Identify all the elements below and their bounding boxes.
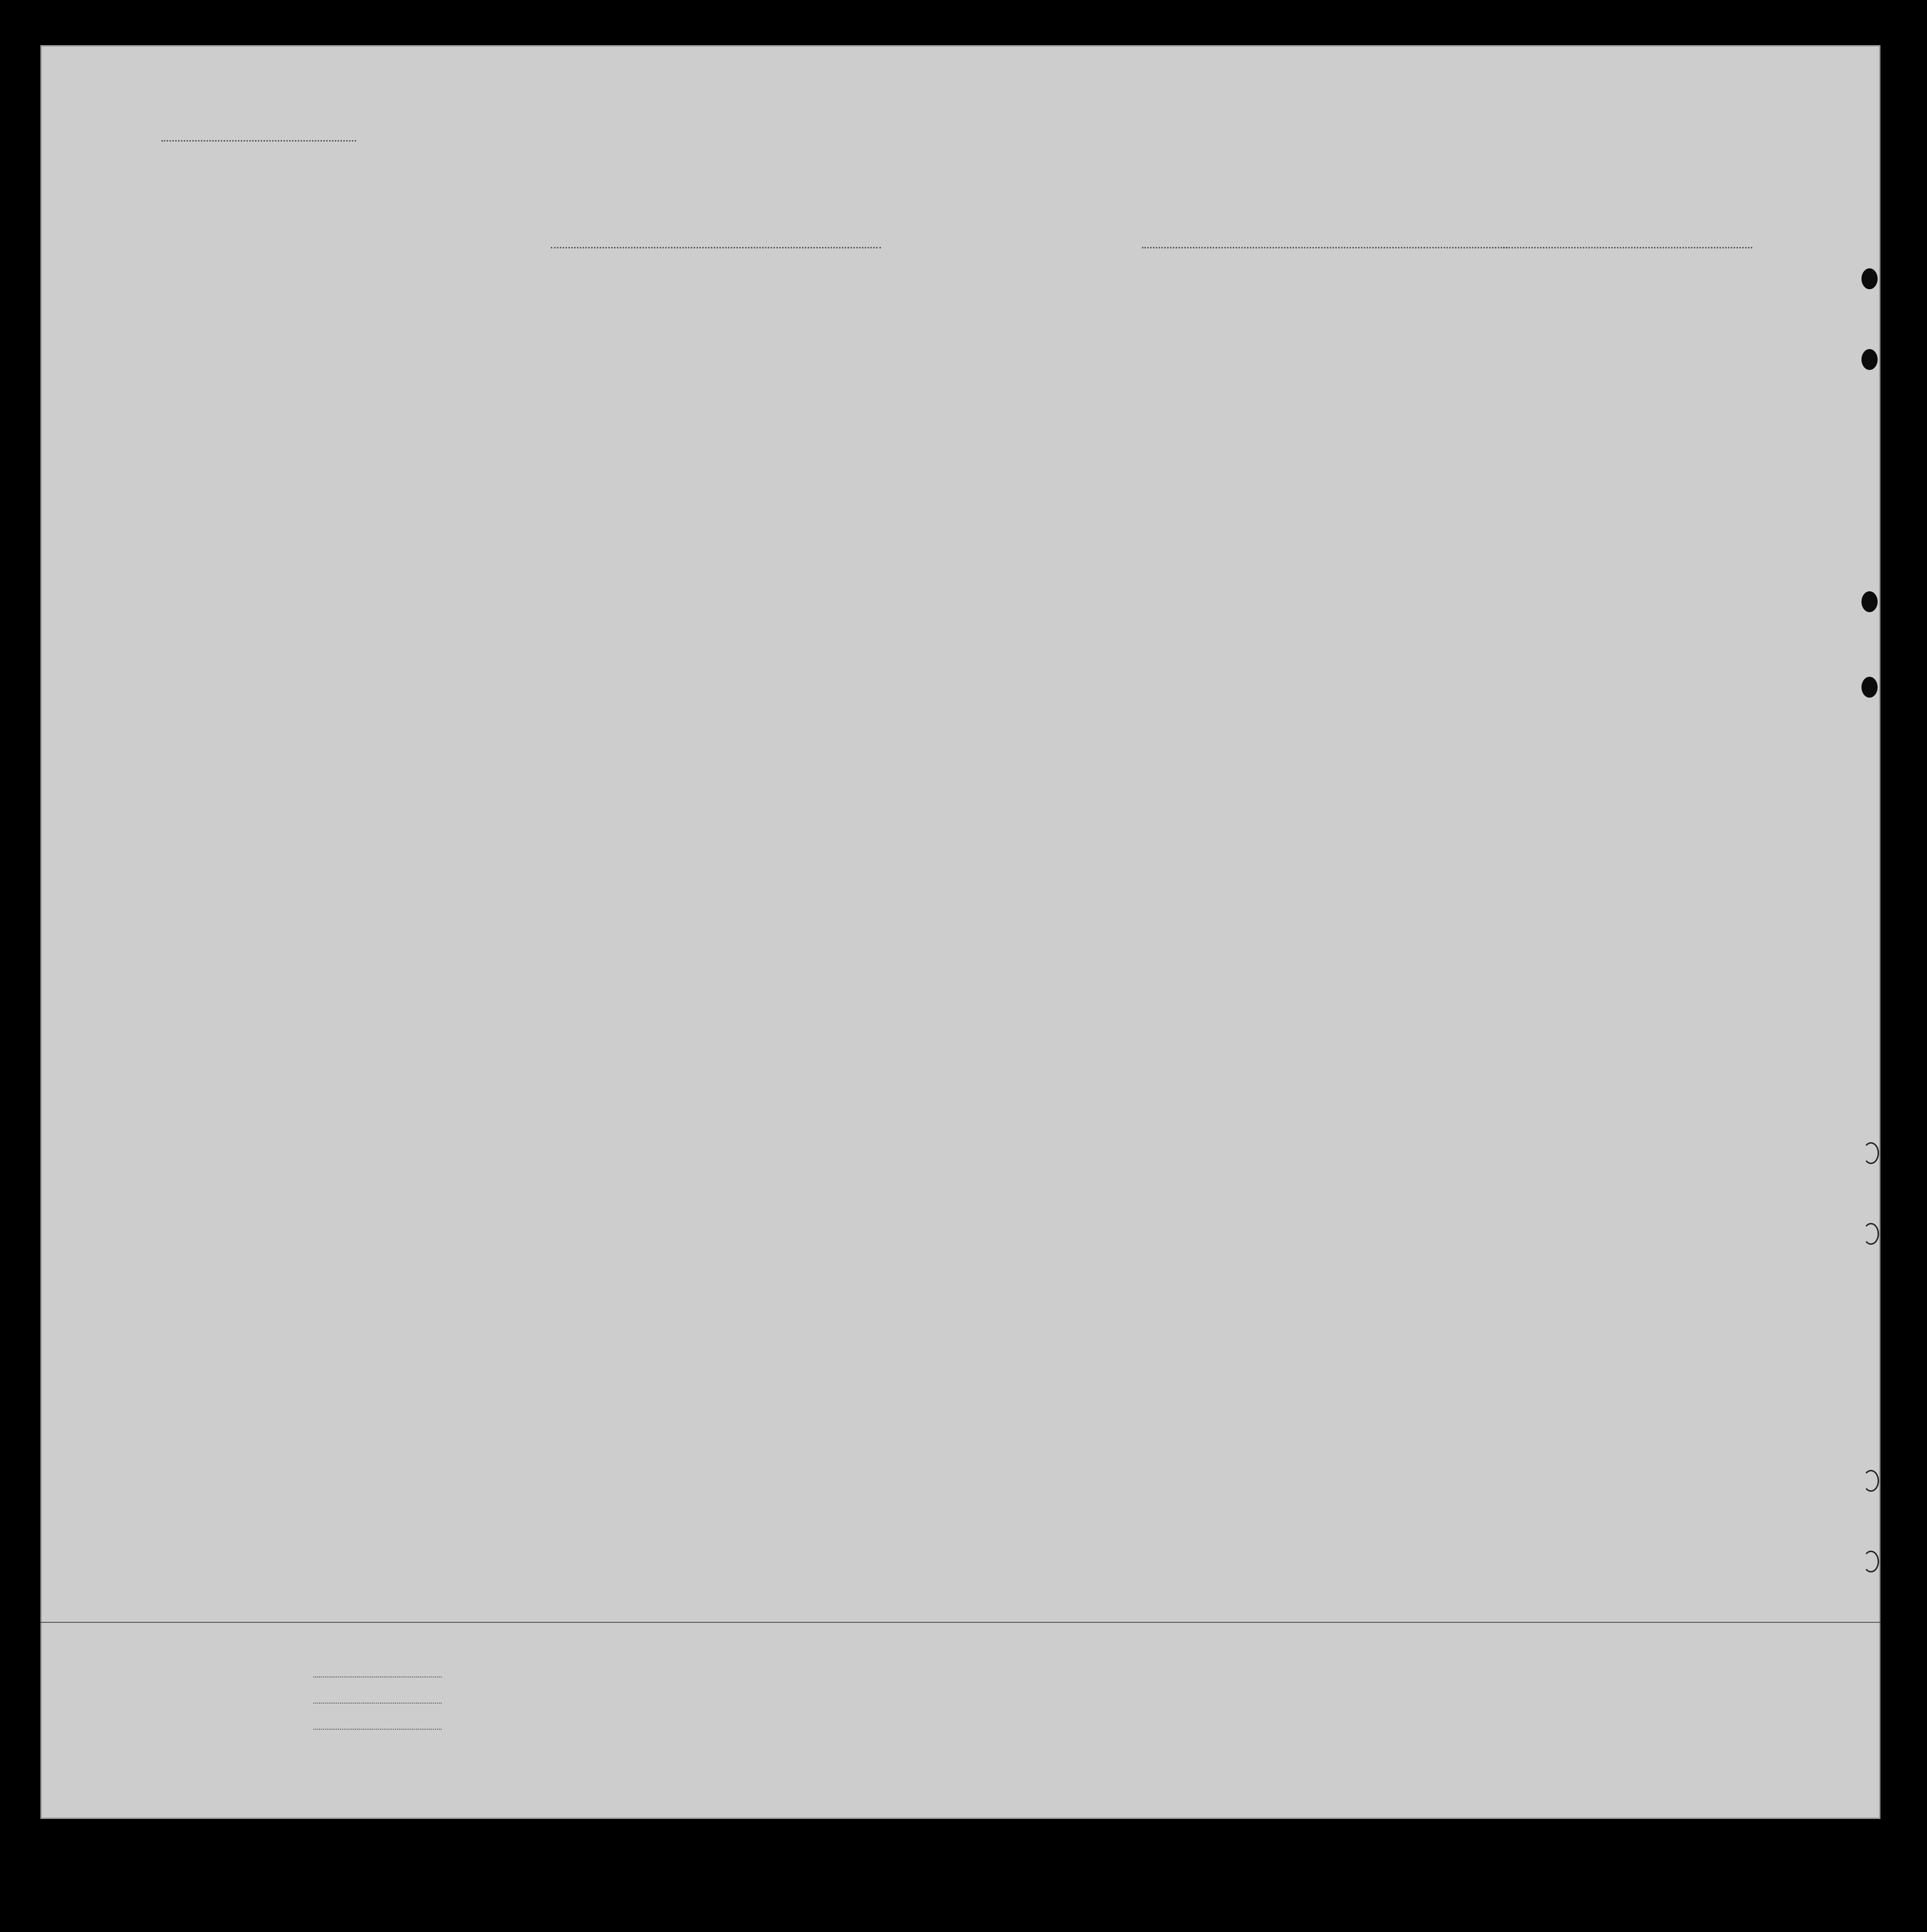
us-citizens-line — [313, 1703, 442, 1704]
punch-hole — [1863, 1142, 1879, 1164]
punch-hole — [1863, 1551, 1879, 1572]
list-line — [161, 140, 356, 142]
ship-line — [551, 247, 881, 248]
manifest-sheet — [40, 45, 1880, 1819]
aliens-line — [313, 1729, 442, 1730]
footer-divider — [40, 1622, 1880, 1623]
port-line — [1142, 247, 1508, 248]
punch-hole — [1863, 1223, 1879, 1245]
punch-hole — [1861, 268, 1878, 289]
punch-hole — [1863, 1470, 1879, 1492]
punch-hole — [1861, 349, 1878, 370]
punch-hole — [1861, 677, 1878, 698]
total-passengers-line — [313, 1676, 442, 1677]
punch-hole — [1861, 591, 1878, 612]
date-line — [1501, 247, 1752, 248]
